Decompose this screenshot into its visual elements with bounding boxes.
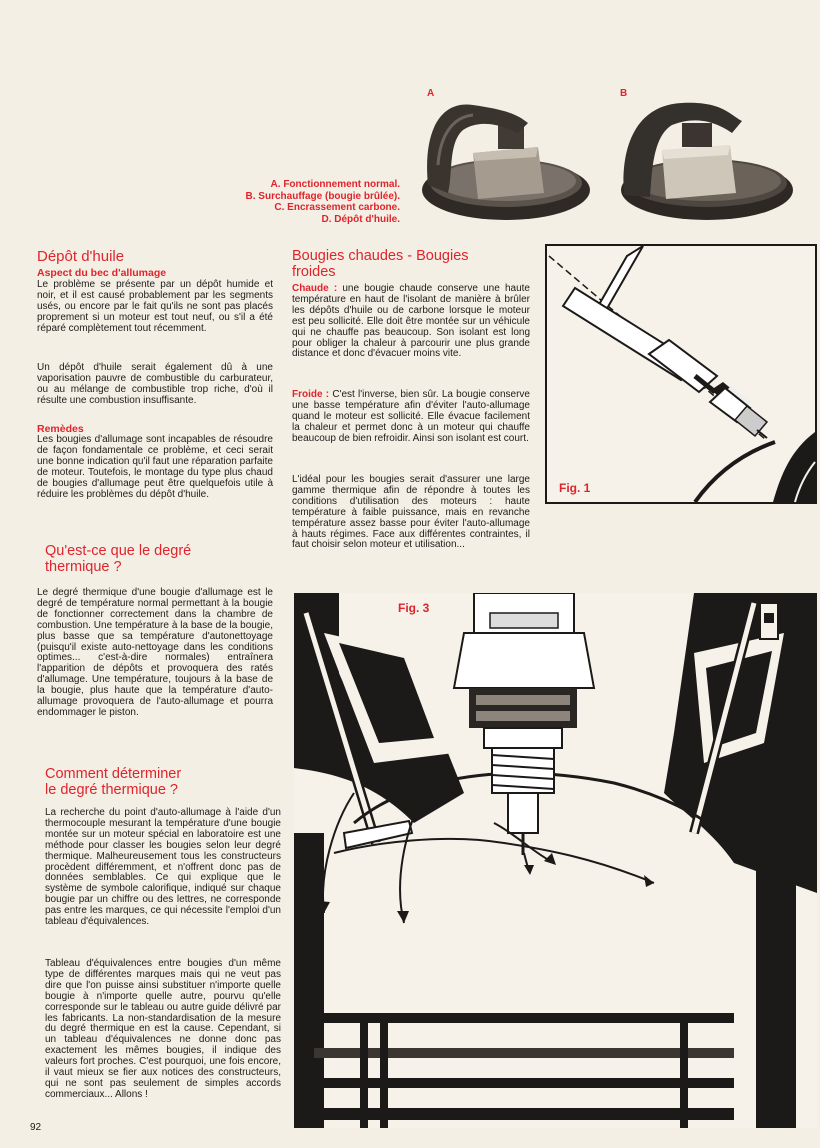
heading-determiner-line1: Comment déterminer [45, 766, 182, 782]
spark-plug-photo-b [612, 95, 797, 225]
para-depot-3: Les bougies d'allumage sont incapables de résoudre de façon fondamentale ce problème, et ceci serait une bonne indication qu'il faut une réparation parfaite de moteur. Toutefois, le montage du type plus chaud de bougies d'allumage peut être quelquefois utile à réduire les problèmes du dépôt d'huile. [37, 434, 273, 500]
figure-1-label: Fig. 1 [559, 481, 591, 495]
heading-chaudes-line2: froides [292, 264, 336, 280]
caption-line-b: B. Surchauffage (bougie brûlée). [245, 190, 400, 202]
caption-line-d: D. Dépôt d'huile. [321, 213, 400, 225]
heading-bougies-chaudes [292, 248, 469, 280]
heading-determiner-line2: le degré thermique ? [45, 782, 178, 798]
para-depot-1: Le problème se présente par un dépôt humide et noir, et il est causé probablement par les segments usés, ou encore par le fait qu'ils ne sont pas placés proprement si un moteur est tout neuf, ou s'il a été réparé complètement tout récemment. [37, 279, 273, 334]
photo-label-b: B [620, 88, 628, 99]
subtitle-aspect: Aspect du bec d'allumage [37, 267, 167, 279]
lead-froide: Froide : [292, 389, 330, 400]
para-ideal: L'idéal pour les bougies serait d'assurer une large gamme thermique afin de répondre à toutes les conditions d'utilisation des moteurs : haute température à faible puissance, mais en revanche température assez basse pour éviter l'auto-allumage à hauts régimes. Face aux différentes contraintes, il faut choisir selon moteur et utilisation... [292, 474, 530, 551]
para-chaude [292, 284, 530, 360]
figure-3 [294, 593, 817, 1128]
caption-line-c: C. Encrassement carbone. [274, 202, 400, 213]
heading-degre-line1: Qu'est-ce que le degré [45, 543, 192, 559]
heading-degre-thermique [45, 543, 191, 575]
photo-caption [220, 179, 400, 225]
text-froide: C'est l'inverse, bien sûr. La bougie conserve une basse température afin d'éviter l'auto-allumage quand le moteur est sollicité. Elle évacue facilement la chaleur et permet donc à un moteur qui chauffe beaucoup de bien refroidir. Ainsi son isolant est court. [292, 389, 530, 444]
page-number: 92 [30, 1122, 42, 1133]
heading-degre-line2: thermique ? [45, 559, 122, 575]
heading-depot-huile: Dépôt d'huile [37, 248, 125, 265]
heading-determiner [45, 766, 181, 798]
photo-label-a: A [427, 88, 435, 99]
para-degre: Le degré thermique d'une bougie d'allumage est le degré de température normal permettant à la bougie de fonctionner correctement dans la chambre de combustion. Une température à la base de la bougie, plus basse que sa température d'autonettoyage (puisqu'il existe auto-nettoyage dans les conditions optimes... c'est-à-dire normales) entraînera l'apparition de dépôts et provoquera des ratés d'allumage. Une température, toujours à la base de la bougie, plus haute que la température d'auto-allumage provoquera de l'auto-allumage et pourra endommager le piston. [37, 587, 273, 718]
para-froide [292, 390, 530, 445]
lead-chaude: Chaude : [292, 283, 338, 294]
figure-3-label: Fig. 3 [398, 601, 430, 615]
spark-plug-photo-a [418, 95, 593, 225]
para-depot-2: Un dépôt d'huile serait également dû à une vaporisation pauvre de combustible du carburateur, ou au mélange de combustible trop riche, d'où il résulte une combustion insuffisante. [37, 362, 273, 406]
caption-line-a: A. Fonctionnement normal. [270, 179, 400, 190]
text-chaude: une bougie chaude conserve une haute température en haut de l'isolant de manière à brûler les dépôts d'huile ou de carbone lorsque le moteur est peu sollicité. Elle doit être montée sur un véhicule qui ne chauffe pas beaucoup. Son isolant est long pour obliger la chaleur à parcourir une plus grande distance et donc d'évacuer moins vite. [292, 283, 530, 360]
heading-chaudes-line1: Bougies chaudes - Bougies [292, 248, 469, 264]
para-determiner-1: La recherche du point d'auto-allumage à l'aide d'un thermocouple mesurant la température d'une bougie montée sur un moteur spécial en laboratoire est une méthode pour classer les bougies selon leur degré thermique. Malheureusement tous les constructeurs procèdent différemment, et n'offrent donc pas de données semblables. Ce qui explique que le système de symbole calorifique, indiqué sur chaque bougie par un chiffre ou des lettres, ne corresponde pas entre les marques, ce qui nécessite l'emploi d'un tableau d'équivalences. [45, 807, 281, 928]
subtitle-remedes: Remèdes [37, 423, 84, 435]
figure-1 [545, 244, 817, 504]
para-determiner-2: Tableau d'équivalences entre bougies d'un même type de différentes marques mais qui ne veut pas dire que l'on puisse ainsi substituer n'importe quelle bougie à n'importe quelle autre, pourvu qu'elle corresponde sur le tableau ou autre guide délivré par les fabricants. La non-standardisation de la mesure du degré thermique en est la cause. Cependant, si un tableau d'équivalences ne donne donc pas exactement les mêmes bougies, il indique des valeurs fort proches. C'est pourquoi, une fois encore, il vaut mieux se fier aux notices des constructeurs, qui ne sont pas seulement de simples accords commerciaux... Allons ! [45, 958, 281, 1100]
